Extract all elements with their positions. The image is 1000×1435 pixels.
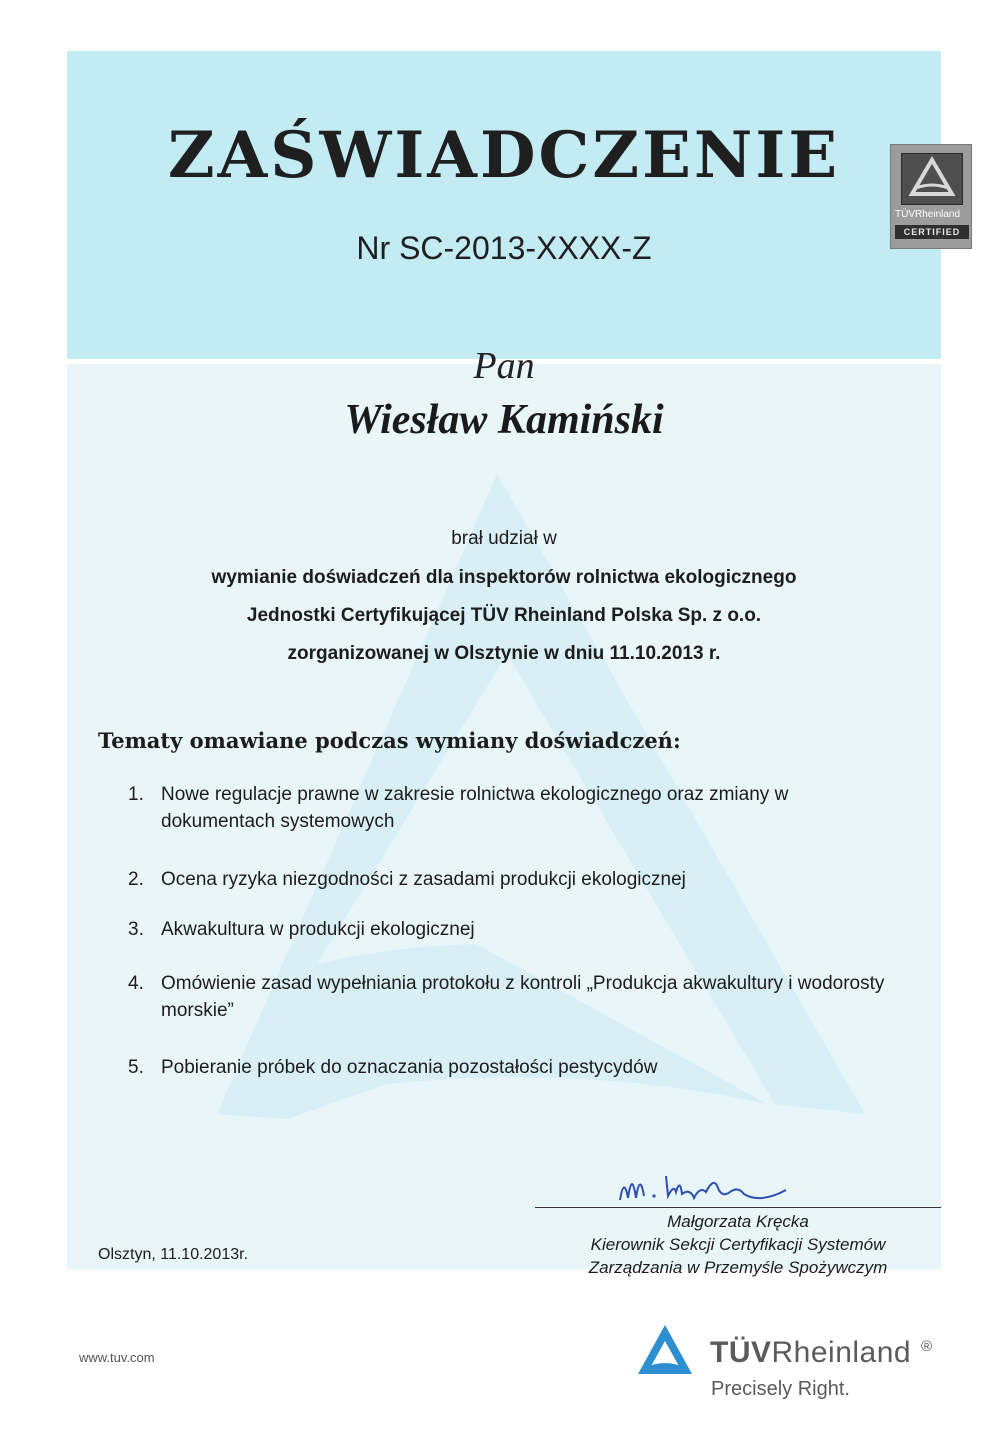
event-place-date: zorganizowanej w Olsztynie w dniu 11.10.2013 r. — [287, 643, 721, 664]
topic-text: Nowe regulacje prawne w zakresie rolnictwa ekologicznego oraz zmiany w dokumentach systemowych — [161, 784, 789, 832]
topic-text: Omówienie zasad wypełniania protokołu z kontroli „Produkcja akwakultury i wodorosty morskie” — [161, 973, 885, 1021]
tuv-triangle-logo-icon — [636, 1322, 694, 1378]
seal-brand: TÜVRheinland — [895, 209, 961, 220]
brand-name-bold: TÜV — [710, 1336, 772, 1369]
topic-item — [128, 781, 898, 835]
brand-tagline: Precisely Right. — [711, 1378, 850, 1400]
tuv-triangle-icon — [901, 153, 963, 205]
topic-text: Ocena ryzyka niezgodności z zasadami produkcji ekologicznej — [161, 869, 686, 890]
topic-item — [128, 970, 898, 1024]
organizer-text: Jednostki Certyfikującej TÜV Rheinland Polska Sp. z o.o. — [246, 605, 762, 626]
event-description: wymianie doświadczeń dla inspektorów rolnictwa ekologicznego — [211, 567, 797, 588]
topic-number: 1. — [128, 784, 144, 805]
signer-name: Małgorzata Kręcka — [667, 1212, 809, 1231]
brand-name — [710, 1336, 911, 1370]
signature-line — [535, 1207, 941, 1208]
topic-text: Akwakultura w produkcji ekologicznej — [161, 919, 475, 940]
certificate-number: Nr SC-2013-XXXX-Z — [356, 230, 652, 266]
topic-item — [128, 916, 898, 943]
registered-mark: ® — [921, 1338, 933, 1355]
recipient-name: Wiesław Kamiński — [344, 397, 664, 443]
handwritten-signature — [610, 1158, 800, 1208]
header-panel — [67, 51, 941, 359]
topic-item — [128, 866, 898, 893]
topics-heading: Tematy omawiane podczas wymiany doświadczeń: — [98, 728, 681, 753]
signer-title: Kierownik Sekcji Certyfikacji Systemów — [590, 1235, 886, 1254]
topic-item — [128, 1054, 898, 1081]
signer-title-continued: Zarządzania w Przemyśle Spożywczym — [588, 1258, 888, 1277]
seal-certified-label: CERTIFIED — [895, 225, 969, 239]
topic-number: 4. — [128, 973, 144, 994]
place-date: Olsztyn, 11.10.2013r. — [98, 1246, 249, 1263]
website-link[interactable]: www.tuv.com — [79, 1350, 155, 1365]
salutation: Pan — [473, 345, 535, 387]
brand-name-light: Rheinland — [771, 1336, 912, 1369]
document-title: ZAŚWIADCZENIE — [167, 118, 841, 193]
topic-number: 2. — [128, 869, 144, 890]
topic-number: 3. — [128, 919, 144, 940]
topic-text: Pobieranie próbek do oznaczania pozostałości pestycydów — [161, 1057, 658, 1078]
topic-number: 5. — [128, 1057, 144, 1078]
certified-seal — [890, 144, 972, 249]
participation-text: brał udział w — [451, 528, 557, 549]
